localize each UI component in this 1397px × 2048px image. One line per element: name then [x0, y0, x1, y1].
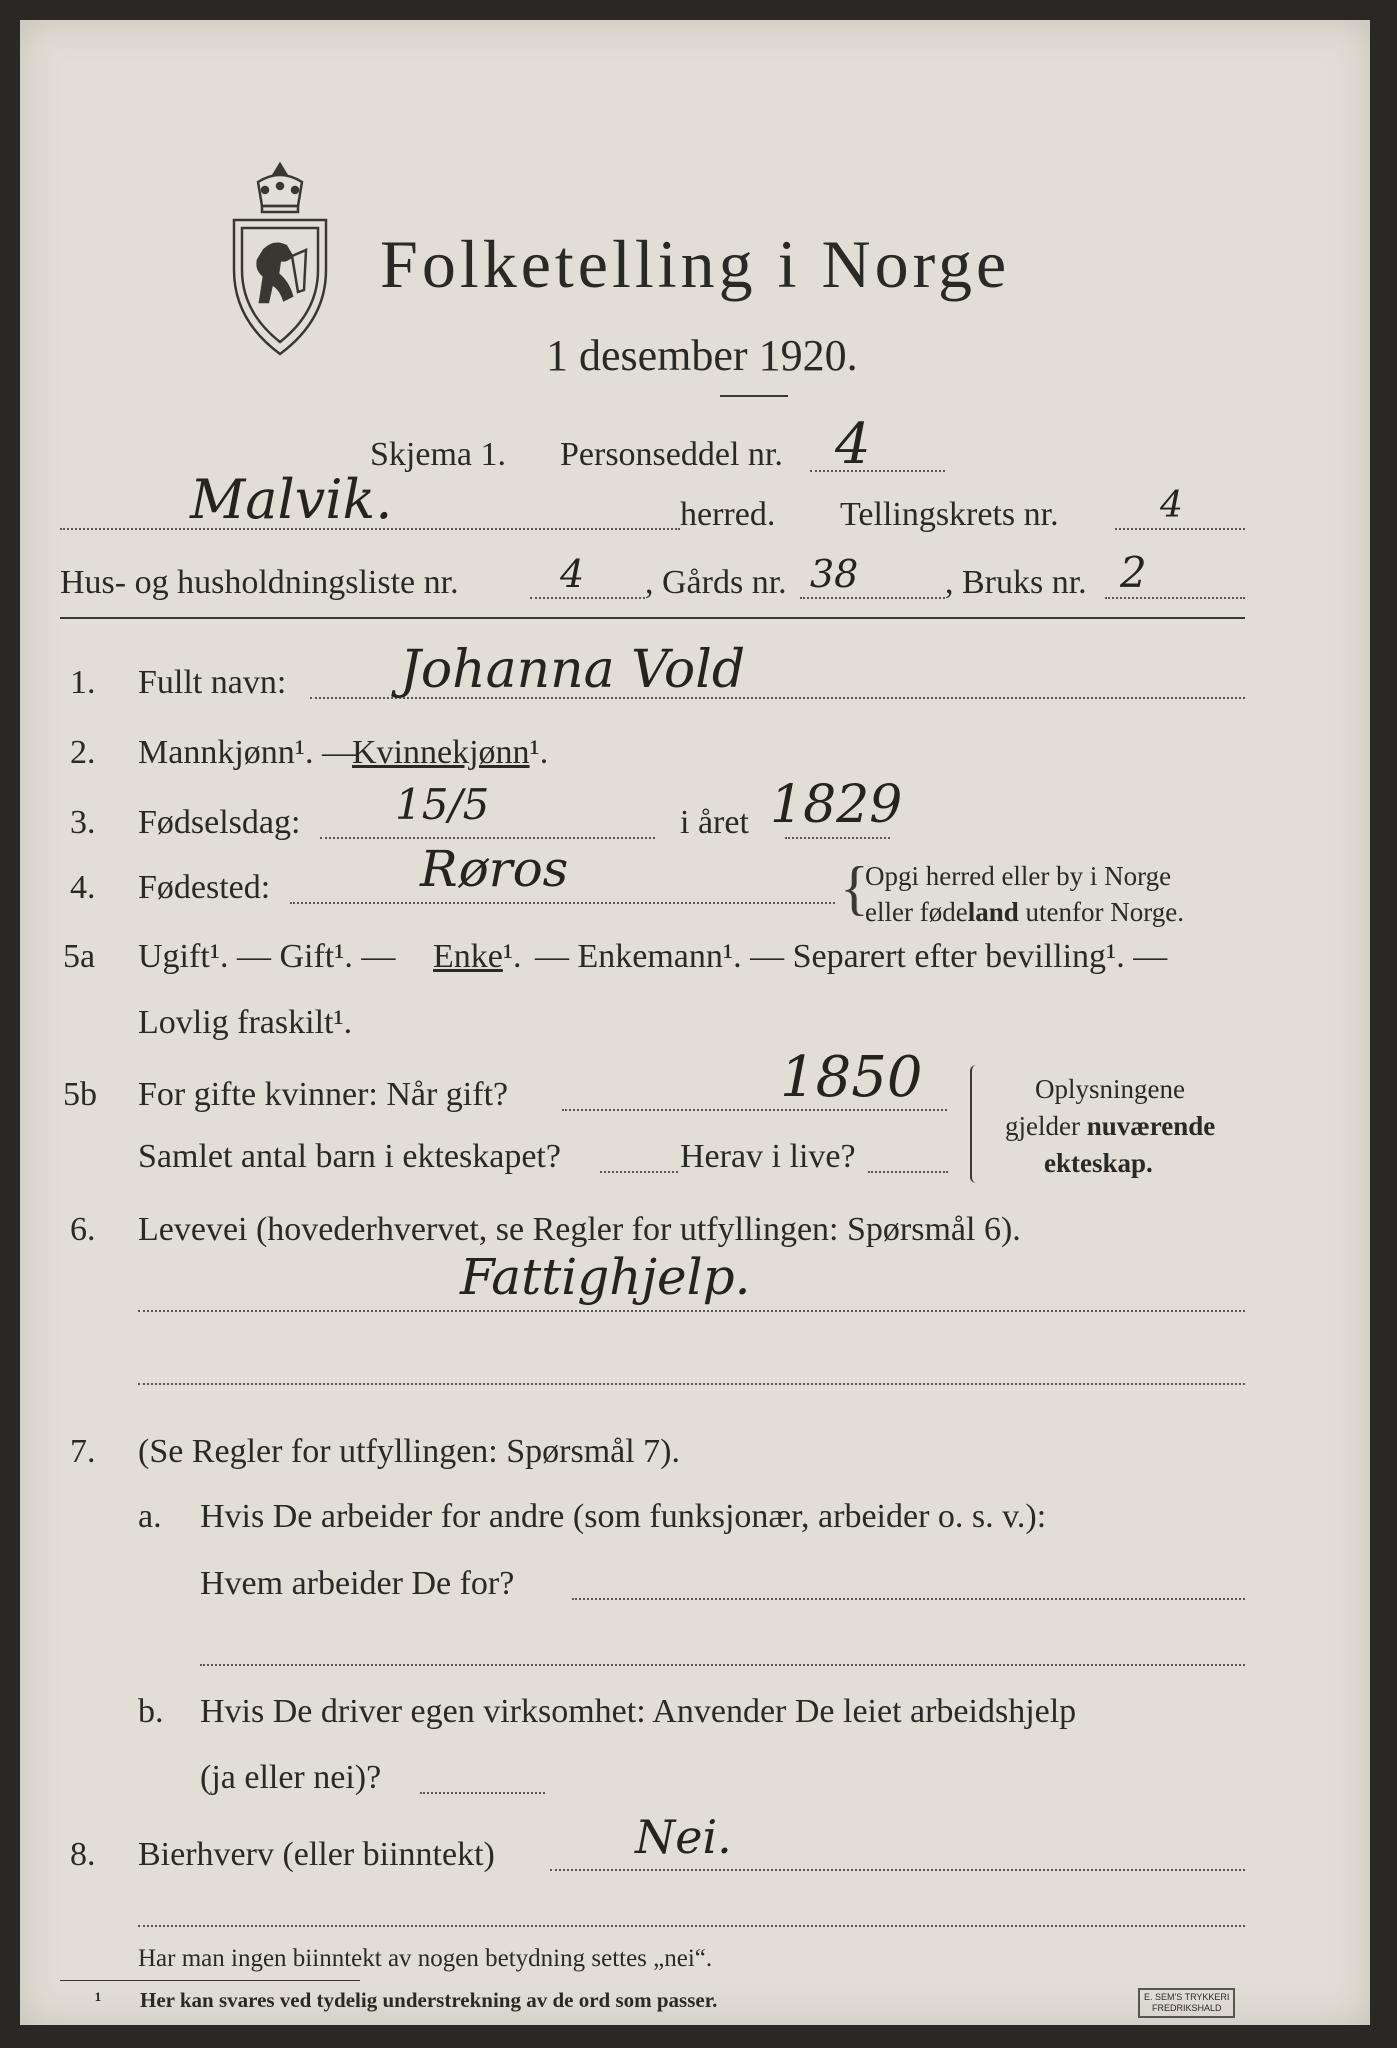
q7b-letter: b. — [138, 1693, 164, 1730]
norway-coat-of-arms-icon — [220, 160, 340, 360]
q7-label: (Se Regler for utfyllingen: Spørsmål 7). — [138, 1433, 681, 1470]
q7b-help-line[interactable] — [420, 1792, 545, 1794]
q5b-label: For gifte kvinner: Når gift? — [138, 1076, 509, 1113]
q5b-note-bracket — [970, 1065, 982, 1183]
q5a-other-options[interactable]: — Enkemann¹. — Separert efter bevilling¹. — — [535, 938, 1168, 975]
husliste-value[interactable]: 4 — [560, 552, 585, 596]
printer-stamp-line1: E. SEM'S TRYKKERI — [1144, 1992, 1230, 2002]
footnote-divider — [60, 1980, 360, 1981]
bruks-line — [1105, 597, 1245, 599]
q1-number: 1. — [70, 664, 96, 701]
q5b-children-label: Samlet antal barn i ekteskapet? — [138, 1138, 561, 1175]
q5b-note-line1: Oplysningene — [1035, 1074, 1185, 1104]
q4-note-part-b: land — [967, 897, 1019, 927]
q5a-fraskilt-option[interactable]: Lovlig fraskilt¹. — [138, 1004, 353, 1041]
q5b-note-part-b: nuværende — [1086, 1111, 1216, 1141]
q2-female-sup: ¹. — [529, 734, 549, 771]
q5b-number: 5b — [63, 1076, 97, 1113]
q7a-employer-line2[interactable] — [200, 1664, 1245, 1666]
q4-note-brace: { — [840, 855, 869, 921]
q2-number: 2. — [70, 734, 96, 771]
q5a-ugift-gift-options[interactable]: Ugift¹. — Gift¹. — — [138, 938, 396, 975]
q4-note-line1: Opgi herred eller by i Norge — [865, 861, 1172, 891]
q3-year-label: i året — [680, 804, 749, 841]
herred-value[interactable]: Malvik. — [190, 468, 393, 531]
q5b-children-line — [600, 1171, 678, 1173]
form-title: Folketelling i Norge — [380, 226, 1011, 302]
q6-line1 — [138, 1310, 1245, 1312]
husliste-label: Hus- og husholdningsliste nr. — [60, 564, 459, 601]
q7-number: 7. — [70, 1433, 96, 1470]
personseddel-value[interactable]: 4 — [835, 412, 871, 477]
husliste-line — [530, 597, 645, 599]
footer-note: Har man ingen biinntekt av nogen betydning settes „nei“. — [138, 1945, 713, 1972]
q3-birth-year[interactable]: 1829 — [770, 775, 903, 835]
q5b-note-line3: ekteskap. — [1044, 1148, 1153, 1178]
tellingskrets-line — [1115, 528, 1245, 530]
q3-year-line — [785, 837, 890, 839]
q4-note-line2 — [865, 896, 1184, 928]
q4-birthplace[interactable]: Røros — [420, 840, 569, 898]
q8-number: 8. — [70, 1836, 96, 1873]
q6-label: Levevei (hovederhvervet, se Regler for utfyllingen: Spørsmål 6). — [138, 1211, 1021, 1248]
q5b-alive-label: Herav i live? — [680, 1138, 856, 1175]
printer-stamp-line2: FREDRIKSHALD — [1151, 2003, 1222, 2013]
q2-male-option[interactable]: Mannkjønn¹. — — [138, 734, 356, 771]
skjema-label: Skjema 1. — [370, 436, 506, 473]
q5a-enke-label: Enke — [433, 938, 503, 975]
q8-line2 — [138, 1925, 1245, 1927]
footnote-mark: ¹ — [95, 1988, 102, 2012]
q3-birth-day[interactable]: 15/5 — [395, 780, 490, 829]
q5b-note-line2 — [1005, 1110, 1215, 1142]
personseddel-label: Personseddel nr. — [560, 436, 783, 473]
q5b-alive-line — [868, 1171, 948, 1173]
q8-side-income[interactable]: Nei. — [635, 1810, 732, 1864]
q5b-note-part-a: gjelder — [1005, 1111, 1087, 1141]
q5b-married-year[interactable]: 1850 — [780, 1045, 923, 1110]
q1-label: Fullt navn: — [138, 664, 287, 701]
q7b-help-label: (ja eller nei)? — [200, 1759, 382, 1796]
footnote-text: Her kan svares ved tydelig understrekning av de ord som passer. — [140, 1988, 718, 2012]
q1-full-name[interactable]: Johanna Vold — [400, 640, 746, 700]
title-divider — [720, 395, 788, 397]
q4-label: Fødested: — [138, 869, 271, 906]
form-date: 1 desember 1920. — [546, 331, 858, 380]
q5a-number: 5a — [63, 938, 96, 975]
q4-note-part-c: utenfor Norge. — [1018, 897, 1184, 927]
q3-number: 3. — [70, 804, 96, 841]
gards-label: , Gårds nr. — [645, 564, 787, 601]
q7a-letter: a. — [138, 1498, 162, 1535]
gards-value[interactable]: 38 — [810, 552, 859, 596]
herred-label: herred. — [680, 496, 776, 533]
q7a-employer-label: Hvem arbeider De for? — [200, 1565, 515, 1602]
personseddel-line — [810, 470, 945, 472]
q6-occupation[interactable]: Fattighjelp. — [460, 1248, 751, 1306]
q7a-label: Hvis De arbeider for andre (som funksjonær, arbeider o. s. v.): — [200, 1498, 1047, 1535]
q7a-employer-line[interactable] — [572, 1598, 1245, 1600]
q6-number: 6. — [70, 1211, 96, 1248]
q8-line — [550, 1869, 1245, 1871]
bruks-value[interactable]: 2 — [1120, 548, 1147, 597]
header-divider — [60, 617, 1245, 619]
q3-label: Fødselsdag: — [138, 804, 301, 841]
q4-number: 4. — [70, 869, 96, 906]
gards-line — [800, 597, 945, 599]
tellingskrets-value[interactable]: 4 — [1160, 485, 1183, 526]
q2-female-label: Kvinnekjønn — [352, 734, 530, 771]
q7b-label: Hvis De driver egen virksomhet: Anvender De leiet arbeidshjelp — [200, 1693, 1077, 1730]
census-form — [20, 20, 1370, 2025]
q6-line2 — [138, 1383, 1245, 1385]
bruks-label: , Bruks nr. — [945, 564, 1087, 601]
q5a-enke-sup: ¹. — [502, 938, 522, 975]
q8-label: Bierhverv (eller biinntekt) — [138, 1836, 495, 1873]
q4-line — [290, 902, 835, 904]
printer-stamp — [1138, 1988, 1235, 2018]
q4-note-part-a: eller føde — [865, 897, 968, 927]
q2-female-option[interactable] — [352, 733, 548, 773]
tellingskrets-label: Tellingskrets nr. — [840, 496, 1059, 533]
q5a-enke-option[interactable] — [433, 937, 522, 977]
q3-day-line — [320, 837, 655, 839]
